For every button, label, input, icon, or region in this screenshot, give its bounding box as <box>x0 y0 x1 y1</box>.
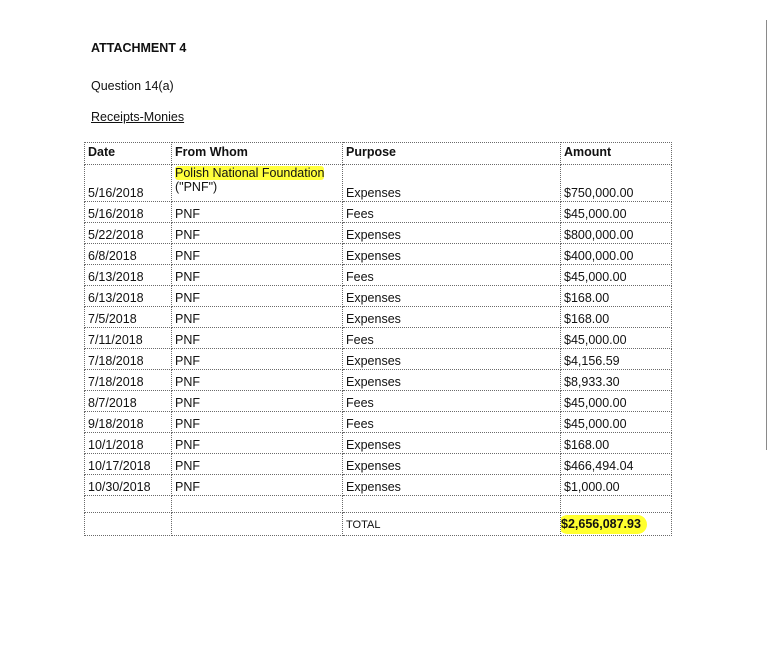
table-row <box>85 328 672 349</box>
cell-from-whom: PNF <box>172 223 343 244</box>
cell-purpose: Fees <box>343 391 561 412</box>
cell-from-whom: PNF <box>172 244 343 265</box>
cell-from-whom: PNF <box>172 391 343 412</box>
cell-from-whom: PNF <box>172 412 343 433</box>
table-row <box>85 370 672 391</box>
cell-from-whom: PNF <box>172 307 343 328</box>
table-row <box>85 202 672 223</box>
table-row <box>85 412 672 433</box>
cell-from-whom: PNF <box>172 202 343 223</box>
table-row <box>85 433 672 454</box>
cell-date: 7/11/2018 <box>85 328 172 349</box>
total-amount-cell <box>561 513 672 536</box>
cell-purpose: Expenses <box>343 165 561 202</box>
cell-date: 7/5/2018 <box>85 307 172 328</box>
cell-date: 6/13/2018 <box>85 265 172 286</box>
cell-date: 5/16/2018 <box>85 202 172 223</box>
cell-amount: $168.00 <box>561 286 672 307</box>
cell-purpose: Expenses <box>343 454 561 475</box>
cell-purpose: Expenses <box>343 349 561 370</box>
cell-purpose: Expenses <box>343 475 561 496</box>
cell-from-whom: PNF <box>172 454 343 475</box>
table-row <box>85 286 672 307</box>
table-row <box>85 391 672 412</box>
blank-row <box>85 496 672 513</box>
cell-amount: $45,000.00 <box>561 391 672 412</box>
cell-amount: $168.00 <box>561 433 672 454</box>
cell-from-whom: PNF <box>172 286 343 307</box>
blank-cell <box>85 496 172 513</box>
cell-purpose: Fees <box>343 265 561 286</box>
cell-date: 5/22/2018 <box>85 223 172 244</box>
cell-amount: $168.00 <box>561 307 672 328</box>
receipts-table <box>84 142 672 536</box>
table-row <box>85 265 672 286</box>
cell-amount: $800,000.00 <box>561 223 672 244</box>
cell-purpose: Fees <box>343 202 561 223</box>
cell-date: 9/18/2018 <box>85 412 172 433</box>
cell-amount: $1,000.00 <box>561 475 672 496</box>
page-edge-rule <box>766 20 767 450</box>
blank-cell <box>85 513 172 536</box>
cell-from-whom: PNF <box>172 433 343 454</box>
header-purpose: Purpose <box>343 143 561 165</box>
cell-amount: $8,933.30 <box>561 370 672 391</box>
cell-amount: $45,000.00 <box>561 265 672 286</box>
blank-cell <box>343 496 561 513</box>
cell-purpose: Fees <box>343 412 561 433</box>
total-row <box>85 513 672 536</box>
section-subheading: Receipts-Monies <box>91 110 185 124</box>
cell-purpose: Expenses <box>343 433 561 454</box>
cell-amount: $466,494.04 <box>561 454 672 475</box>
total-label: TOTAL <box>346 519 381 531</box>
header-from-whom: From Whom <box>172 143 343 165</box>
table-header-row <box>85 143 672 165</box>
cell-purpose: Expenses <box>343 223 561 244</box>
table-row <box>85 223 672 244</box>
blank-cell <box>561 496 672 513</box>
cell-from-whom <box>172 165 343 202</box>
cell-purpose: Expenses <box>343 286 561 307</box>
cell-amount: $45,000.00 <box>561 328 672 349</box>
table-row <box>85 165 672 202</box>
cell-purpose: Expenses <box>343 307 561 328</box>
cell-date: 6/13/2018 <box>85 286 172 307</box>
cell-amount: $750,000.00 <box>561 165 672 202</box>
from-whom-abbreviation: ("PNF") <box>175 180 218 194</box>
cell-date: 8/7/2018 <box>85 391 172 412</box>
cell-date: 6/8/2018 <box>85 244 172 265</box>
blank-cell <box>172 496 343 513</box>
table-row <box>85 349 672 370</box>
cell-purpose: Expenses <box>343 244 561 265</box>
cell-from-whom: PNF <box>172 370 343 391</box>
cell-amount: $45,000.00 <box>561 412 672 433</box>
cell-from-whom: PNF <box>172 349 343 370</box>
total-label-cell <box>343 513 561 536</box>
cell-date: 7/18/2018 <box>85 370 172 391</box>
table-row <box>85 307 672 328</box>
cell-from-whom: PNF <box>172 475 343 496</box>
cell-purpose: Fees <box>343 328 561 349</box>
question-label: Question 14(a) <box>91 79 174 93</box>
header-amount: Amount <box>561 143 672 165</box>
cell-from-whom: PNF <box>172 265 343 286</box>
cell-date: 10/1/2018 <box>85 433 172 454</box>
cell-date: 10/17/2018 <box>85 454 172 475</box>
blank-cell <box>172 513 343 536</box>
table-row <box>85 244 672 265</box>
from-whom-full-name: Polish National Foundation <box>175 166 325 180</box>
cell-amount: $45,000.00 <box>561 202 672 223</box>
attachment-heading: ATTACHMENT 4 <box>91 41 187 55</box>
cell-from-whom: PNF <box>172 328 343 349</box>
cell-date: 5/16/2018 <box>85 165 172 202</box>
header-date: Date <box>85 143 172 165</box>
cell-purpose: Expenses <box>343 370 561 391</box>
cell-amount: $400,000.00 <box>561 244 672 265</box>
cell-date: 10/30/2018 <box>85 475 172 496</box>
total-amount: $2,656,087.93 <box>561 515 647 534</box>
table-row <box>85 475 672 496</box>
table-row <box>85 454 672 475</box>
cell-amount: $4,156.59 <box>561 349 672 370</box>
cell-date: 7/18/2018 <box>85 349 172 370</box>
